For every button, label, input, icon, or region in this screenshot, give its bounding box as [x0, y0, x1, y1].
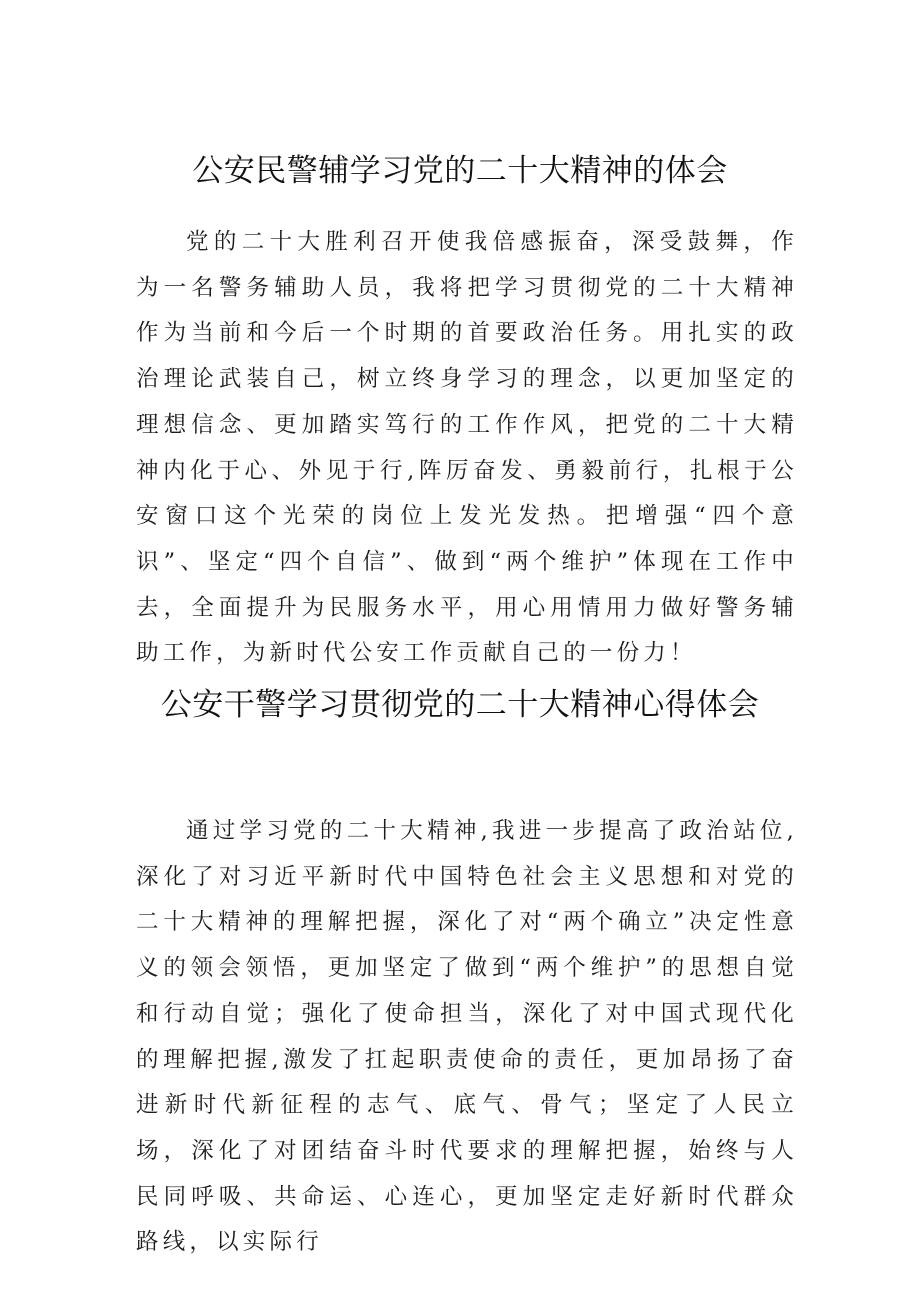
section-1-title: 公安民警辅学习党的二十大精神的体会 — [192, 153, 728, 189]
section-1-body: 党的二十大胜利召开使我倍感振奋，深受鼓舞，作为一名警务辅助人员，我将把学习贯彻党的二十大精神作为当前和今后一个时期的首要政治任务。用扎实的政治理论武装自己，树立终身学习的理念，以更加坚定的理想信念、更加踏实笃行的工作作风，把党的二十大精神内化于心、外见于行,阵厉奋发、勇毅前行，扎根于公安窗口这个光荣的岗位上发光发热。把增强“四个意识”、坚定“四个自信”、做到“两个维护”体现在工作中去，全面提升为民服务水平，用心用情用力做好警务辅助工作，为新时代公安工作贡献自己的一份力！ — [136, 229, 798, 667]
section-2-title: 公安干警学习贯彻党的二十大精神心得体会 — [160, 687, 760, 723]
section-2-body: 通过学习党的二十大精神,我进一步提高了政治站位,深化了对习近平新时代中国特色社会主义思想和对党的二十大精神的理解把握，深化了对“两个确立”决定性意义的领会领悟，更加坚定了做到“两个维护”的思想自觉和行动自觉；强化了使命担当，深化了对中国式现代化的理解把握,激发了扛起职责使命的责任，更加昂扬了奋进新时代新征程的志气、底气、骨气；坚定了人民立场，深化了对团结奋斗时代要求的理解把握，始终与人民同呼吸、共命运、心连心，更加坚定走好新时代群众路线，以实际行 — [136, 818, 798, 1256]
